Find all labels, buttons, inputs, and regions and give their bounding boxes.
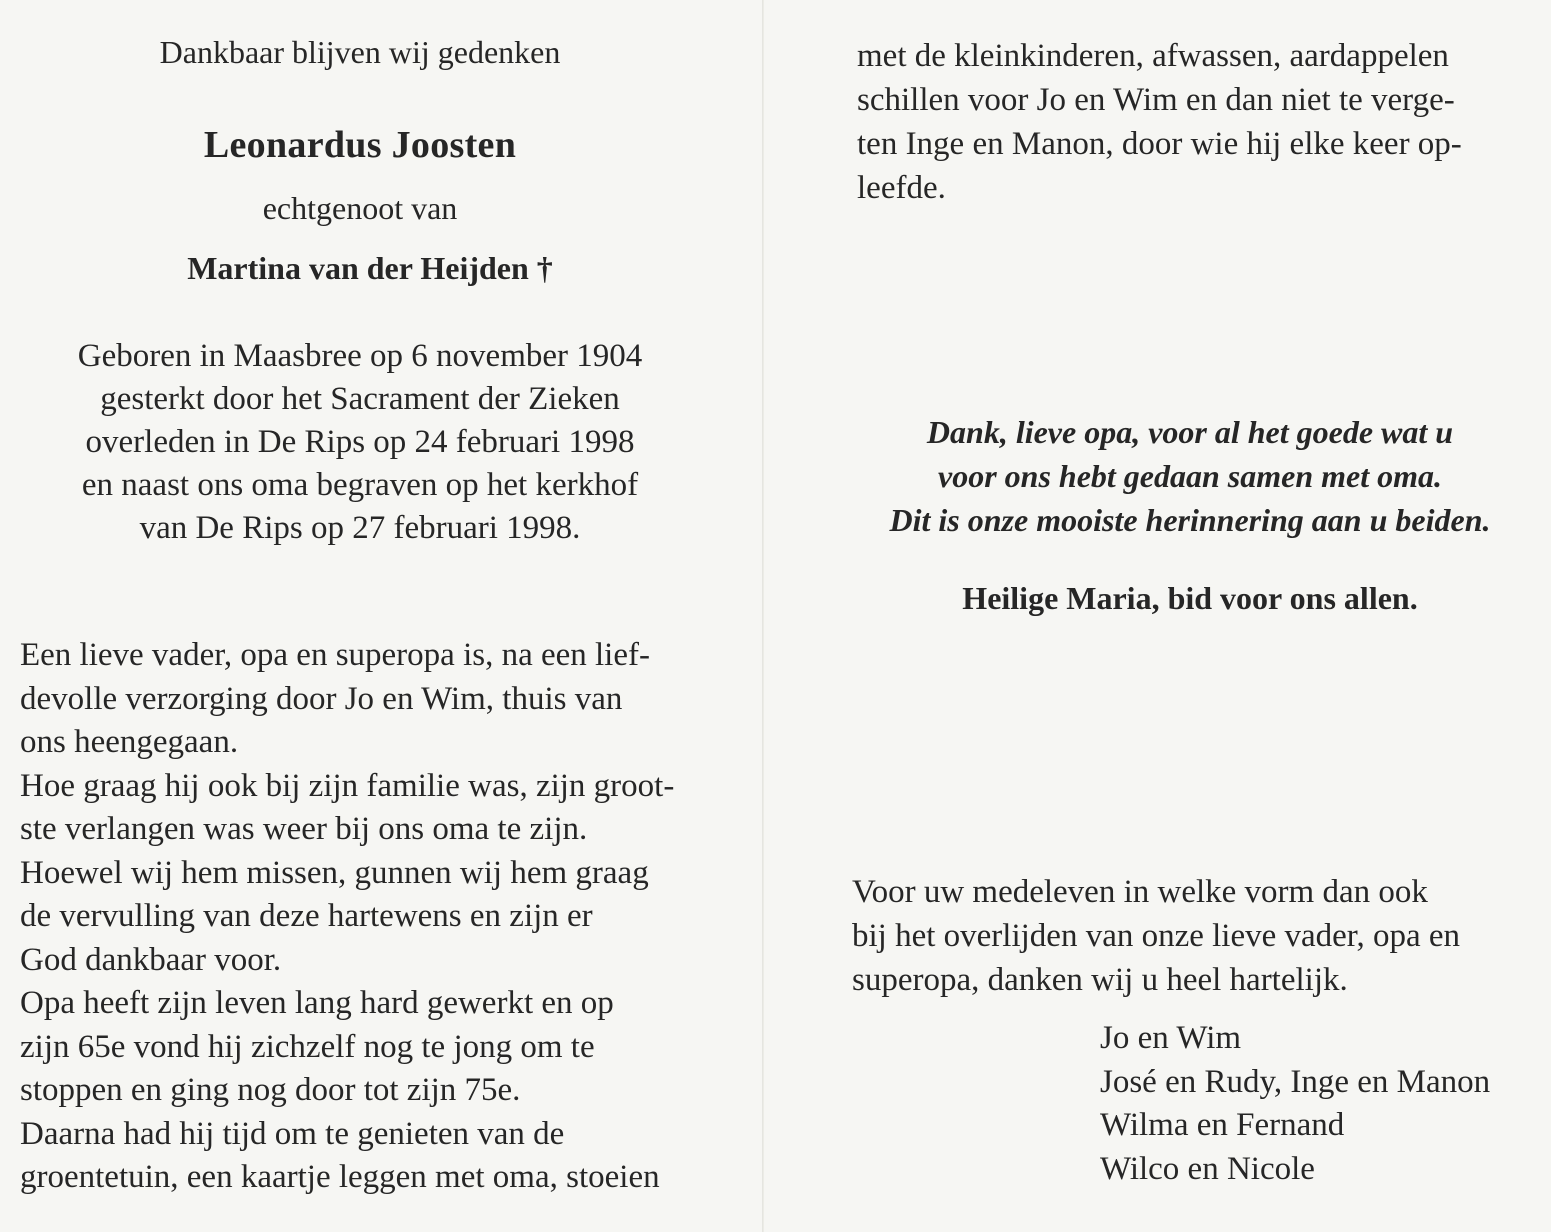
prayer-line: Heilige Maria, bid voor ons allen.: [962, 580, 1418, 616]
signatory: Jo en Wim: [1100, 1020, 1242, 1056]
story-line: Een lieve vader, opa en superopa is, na een lief-: [20, 637, 650, 673]
thank-you-grandpa: [852, 410, 1528, 542]
story-line: ten Inge en Manon, door wie hij elke keer op-: [857, 126, 1462, 162]
spouse-of-label: echtgenoot van: [262, 190, 458, 226]
remembrance-heading: Dankbaar blijven wij gedenken: [159, 34, 561, 70]
signatory: Wilma en Fernand: [1100, 1107, 1345, 1143]
thanks-line: Dank, lieve opa, voor al het goede wat u: [926, 414, 1454, 450]
signatory: Wilco en Nicole: [1100, 1150, 1315, 1187]
story-line: ste verlangen was weer bij ons oma te zijn.: [20, 811, 588, 847]
story-line: Daarna had hij tijd om te genieten van de: [20, 1115, 565, 1152]
story-line: groentetuin, een kaartje leggen met oma, stoeien: [20, 1159, 660, 1195]
story-line: leefde.: [857, 170, 946, 206]
story-line: zijn 65e vond hij zichzelf nog te jong om te: [20, 1028, 595, 1065]
signatories: [1100, 1017, 1530, 1191]
story-line: God dankbaar voor.: [20, 941, 282, 978]
story-line: met de kleinkinderen, afwassen, aardappelen: [857, 38, 1449, 74]
story-line: Hoe graag hij ook bij zijn familie was, zijn groot-: [20, 767, 675, 804]
dates-line: en naast ons oma begraven op het kerkhof: [81, 467, 639, 503]
deceased-name: Leonardus Joosten: [203, 124, 517, 166]
story-continuation: [857, 34, 1537, 210]
life-dates: [40, 335, 680, 550]
dates-line: gesterkt door het Sacrament der Zieken: [100, 381, 620, 417]
story-line: stoppen en ging nog door tot zijn 75e.: [20, 1072, 521, 1108]
story-line: ons heengegaan.: [20, 724, 239, 760]
condolence-line: bij het overlijden van onze lieve vader, opa en: [852, 918, 1461, 954]
condolence-thanks: [852, 870, 1532, 1002]
thanks-line: voor ons hebt gedaan samen met oma.: [937, 458, 1442, 494]
dates-line: van De Rips op 27 februari 1998.: [139, 510, 581, 546]
story-line: Opa heeft zijn leven lang hard gewerkt en op: [20, 985, 614, 1021]
life-story: [20, 634, 700, 1200]
story-line: schillen voor Jo en Wim en dan niet te verge-: [857, 82, 1455, 118]
signatory: José en Rudy, Inge en Manon: [1100, 1063, 1491, 1100]
story-line: de vervulling van deze hartewens en zijn er: [20, 898, 593, 934]
dates-line: overleden in De Rips op 24 februari 1998: [85, 424, 635, 460]
condolence-line: Voor uw medeleven in welke vorm dan ook: [852, 874, 1428, 910]
story-line: Hoewel wij hem missen, gunnen wij hem graag: [20, 854, 649, 891]
spouse-name: Martina van der Heijden †: [187, 250, 553, 286]
story-line: devolle verzorging door Jo en Wim, thuis van: [20, 680, 623, 717]
card-fold: [762, 0, 764, 1232]
dates-line: Geboren in Maasbree op 6 november 1904: [77, 338, 643, 374]
condolence-line: superopa, danken wij u heel hartelijk.: [852, 962, 1348, 998]
thanks-line: Dit is onze mooiste herinnering aan u beiden.: [889, 502, 1491, 538]
